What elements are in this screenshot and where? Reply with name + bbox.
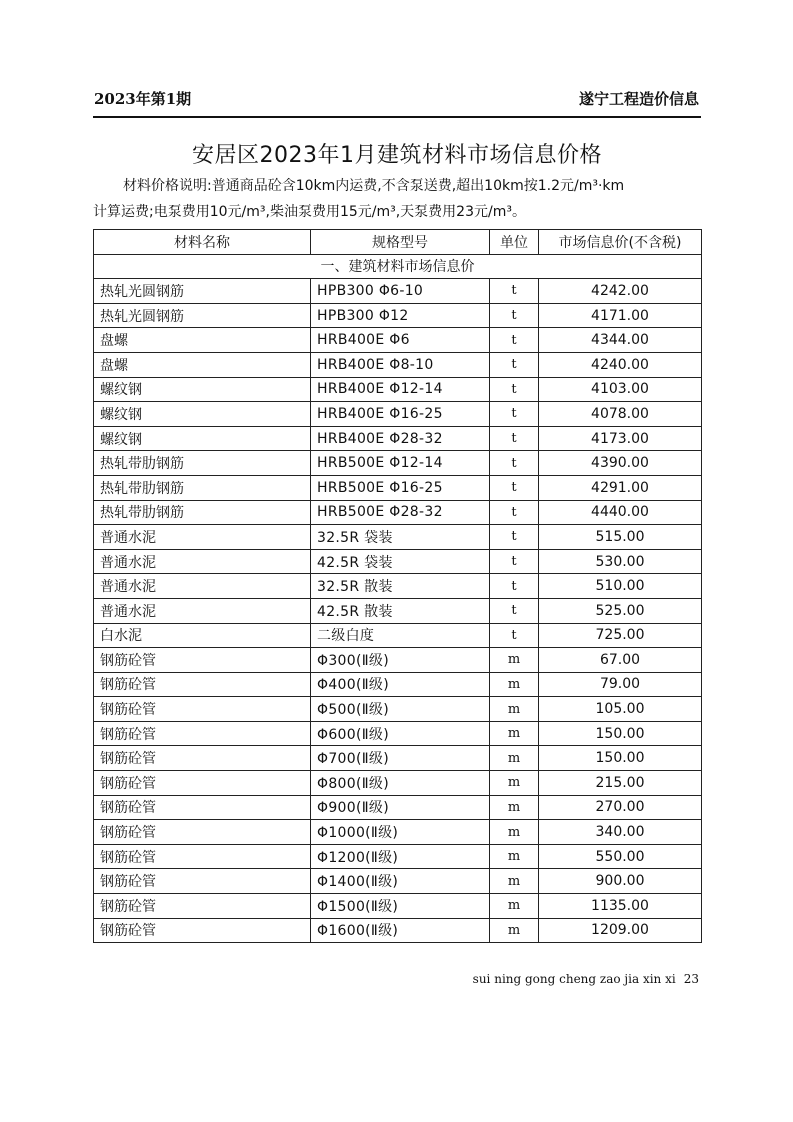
cell-name: 钢筋砼管 [94, 894, 311, 919]
table-row [94, 894, 702, 919]
table-row [94, 746, 702, 771]
cell-spec: 32.5R 散装 [311, 574, 490, 599]
page-footer [473, 972, 699, 986]
cell-spec: HRB400E Φ6 [311, 328, 490, 353]
cell-spec: Φ700(Ⅱ级) [311, 746, 490, 771]
cell-name: 热轧光圆钢筋 [94, 303, 311, 328]
cell-price: 4242.00 [539, 279, 702, 304]
cell-unit: t [490, 451, 539, 476]
cell-name: 盘螺 [94, 352, 311, 377]
cell-name: 热轧光圆钢筋 [94, 279, 311, 304]
table-row [94, 648, 702, 673]
cell-spec: HRB500E Φ16-25 [311, 475, 490, 500]
table-row [94, 623, 702, 648]
cell-spec: Φ1500(Ⅱ级) [311, 894, 490, 919]
cell-name: 热轧带肋钢筋 [94, 500, 311, 525]
price-note [93, 173, 701, 225]
col-header-unit: 单位 [490, 230, 539, 255]
table-row [94, 402, 702, 427]
cell-spec: HRB400E Φ12-14 [311, 377, 490, 402]
cell-price: 79.00 [539, 672, 702, 697]
page-number: 23 [683, 972, 699, 986]
cell-unit: m [490, 648, 539, 673]
cell-unit: m [490, 697, 539, 722]
table-header-row [94, 230, 702, 255]
cell-spec: Φ1400(Ⅱ级) [311, 869, 490, 894]
cell-spec: Φ400(Ⅱ级) [311, 672, 490, 697]
table-row [94, 500, 702, 525]
cell-unit: m [490, 721, 539, 746]
cell-price: 1135.00 [539, 894, 702, 919]
cell-name: 热轧带肋钢筋 [94, 451, 311, 476]
table-row [94, 820, 702, 845]
cell-spec: 二级白度 [311, 623, 490, 648]
cell-price: 105.00 [539, 697, 702, 722]
cell-price: 150.00 [539, 746, 702, 771]
cell-spec: HRB400E Φ16-25 [311, 402, 490, 427]
table-row [94, 771, 702, 796]
cell-spec: Φ800(Ⅱ级) [311, 771, 490, 796]
cell-price: 525.00 [539, 598, 702, 623]
table-row [94, 352, 702, 377]
table-row [94, 525, 702, 550]
table-row [94, 328, 702, 353]
cell-price: 4173.00 [539, 426, 702, 451]
cell-unit: t [490, 328, 539, 353]
cell-spec: HRB400E Φ8-10 [311, 352, 490, 377]
cell-price: 4103.00 [539, 377, 702, 402]
cell-price: 340.00 [539, 820, 702, 845]
cell-name: 螺纹钢 [94, 377, 311, 402]
header-divider [93, 116, 701, 118]
cell-unit: m [490, 820, 539, 845]
cell-price: 4291.00 [539, 475, 702, 500]
cell-name: 普通水泥 [94, 574, 311, 599]
cell-price: 215.00 [539, 771, 702, 796]
cell-spec: Φ600(Ⅱ级) [311, 721, 490, 746]
cell-name: 钢筋砼管 [94, 771, 311, 796]
price-table [93, 229, 702, 943]
page-title: 安居区2023年1月建筑材料市场信息价格 [192, 143, 602, 168]
cell-name: 普通水泥 [94, 549, 311, 574]
cell-name: 钢筋砼管 [94, 820, 311, 845]
table-row [94, 672, 702, 697]
cell-spec: 42.5R 袋装 [311, 549, 490, 574]
cell-price: 4440.00 [539, 500, 702, 525]
cell-spec: HPB300 Φ12 [311, 303, 490, 328]
table-row [94, 377, 702, 402]
cell-unit: t [490, 279, 539, 304]
col-header-spec: 规格型号 [311, 230, 490, 255]
cell-unit: t [490, 623, 539, 648]
cell-spec: Φ1200(Ⅱ级) [311, 844, 490, 869]
cell-name: 热轧带肋钢筋 [94, 475, 311, 500]
col-header-price: 市场信息价(不含税) [539, 230, 702, 255]
cell-spec: Φ900(Ⅱ级) [311, 795, 490, 820]
cell-name: 钢筋砼管 [94, 672, 311, 697]
cell-unit: m [490, 869, 539, 894]
table-row [94, 451, 702, 476]
cell-unit: t [490, 352, 539, 377]
cell-name: 钢筋砼管 [94, 721, 311, 746]
publication-name: 遂宁工程造价信息 [578, 90, 699, 108]
cell-unit: t [490, 426, 539, 451]
section-row [94, 254, 702, 279]
cell-spec: Φ500(Ⅱ级) [311, 697, 490, 722]
cell-unit: m [490, 795, 539, 820]
price-note-line-1: 材料价格说明:普通商品砼含10km内运费,不含泵送费,超出10km按1.2元/m³·km [123, 178, 625, 194]
cell-name: 钢筋砼管 [94, 795, 311, 820]
cell-spec: HRB400E Φ28-32 [311, 426, 490, 451]
cell-price: 530.00 [539, 549, 702, 574]
cell-unit: t [490, 598, 539, 623]
cell-spec: Φ1600(Ⅱ级) [311, 918, 490, 943]
section-title: 一、建筑材料市场信息价 [94, 254, 702, 279]
cell-name: 白水泥 [94, 623, 311, 648]
cell-name: 钢筋砼管 [94, 648, 311, 673]
issue-label: 2023年第1期 [94, 90, 192, 108]
cell-spec: 42.5R 散装 [311, 598, 490, 623]
table-row [94, 721, 702, 746]
table-row [94, 918, 702, 943]
col-header-name: 材料名称 [94, 230, 311, 255]
cell-price: 900.00 [539, 869, 702, 894]
cell-unit: t [490, 377, 539, 402]
footer-pinyin: sui ning gong cheng zao jia xin xi [472, 972, 676, 986]
cell-unit: t [490, 525, 539, 550]
table-row [94, 549, 702, 574]
cell-price: 67.00 [539, 648, 702, 673]
table-row [94, 598, 702, 623]
cell-name: 钢筋砼管 [94, 918, 311, 943]
cell-price: 510.00 [539, 574, 702, 599]
cell-price: 4078.00 [539, 402, 702, 427]
cell-price: 4344.00 [539, 328, 702, 353]
cell-price: 4171.00 [539, 303, 702, 328]
cell-spec: HRB500E Φ28-32 [311, 500, 490, 525]
cell-unit: t [490, 402, 539, 427]
cell-unit: m [490, 894, 539, 919]
cell-price: 270.00 [539, 795, 702, 820]
table-row [94, 279, 702, 304]
cell-price: 725.00 [539, 623, 702, 648]
table-row [94, 303, 702, 328]
cell-spec: HPB300 Φ6-10 [311, 279, 490, 304]
cell-unit: m [490, 672, 539, 697]
cell-unit: m [490, 918, 539, 943]
cell-name: 普通水泥 [94, 598, 311, 623]
cell-price: 150.00 [539, 721, 702, 746]
cell-name: 钢筋砼管 [94, 746, 311, 771]
cell-name: 钢筋砼管 [94, 869, 311, 894]
price-note-line-2: 计算运费;电泵费用10元/m³,柴油泵费用15元/m³,天泵费用23元/m³。 [93, 204, 526, 220]
cell-unit: m [490, 771, 539, 796]
table-row [94, 795, 702, 820]
table-row [94, 844, 702, 869]
cell-price: 4390.00 [539, 451, 702, 476]
cell-unit: t [490, 475, 539, 500]
cell-price: 4240.00 [539, 352, 702, 377]
cell-spec: Φ300(Ⅱ级) [311, 648, 490, 673]
table-row [94, 697, 702, 722]
cell-name: 螺纹钢 [94, 402, 311, 427]
cell-name: 钢筋砼管 [94, 697, 311, 722]
cell-name: 螺纹钢 [94, 426, 311, 451]
table-row [94, 869, 702, 894]
cell-unit: t [490, 574, 539, 599]
cell-price: 550.00 [539, 844, 702, 869]
cell-unit: m [490, 746, 539, 771]
table-row [94, 426, 702, 451]
table-row [94, 574, 702, 599]
cell-price: 1209.00 [539, 918, 702, 943]
cell-unit: t [490, 303, 539, 328]
cell-spec: Φ1000(Ⅱ级) [311, 820, 490, 845]
cell-spec: HRB500E Φ12-14 [311, 451, 490, 476]
cell-name: 普通水泥 [94, 525, 311, 550]
table-row [94, 475, 702, 500]
cell-name: 钢筋砼管 [94, 844, 311, 869]
cell-price: 515.00 [539, 525, 702, 550]
cell-unit: t [490, 549, 539, 574]
cell-spec: 32.5R 袋装 [311, 525, 490, 550]
cell-unit: m [490, 844, 539, 869]
cell-unit: t [490, 500, 539, 525]
cell-name: 盘螺 [94, 328, 311, 353]
